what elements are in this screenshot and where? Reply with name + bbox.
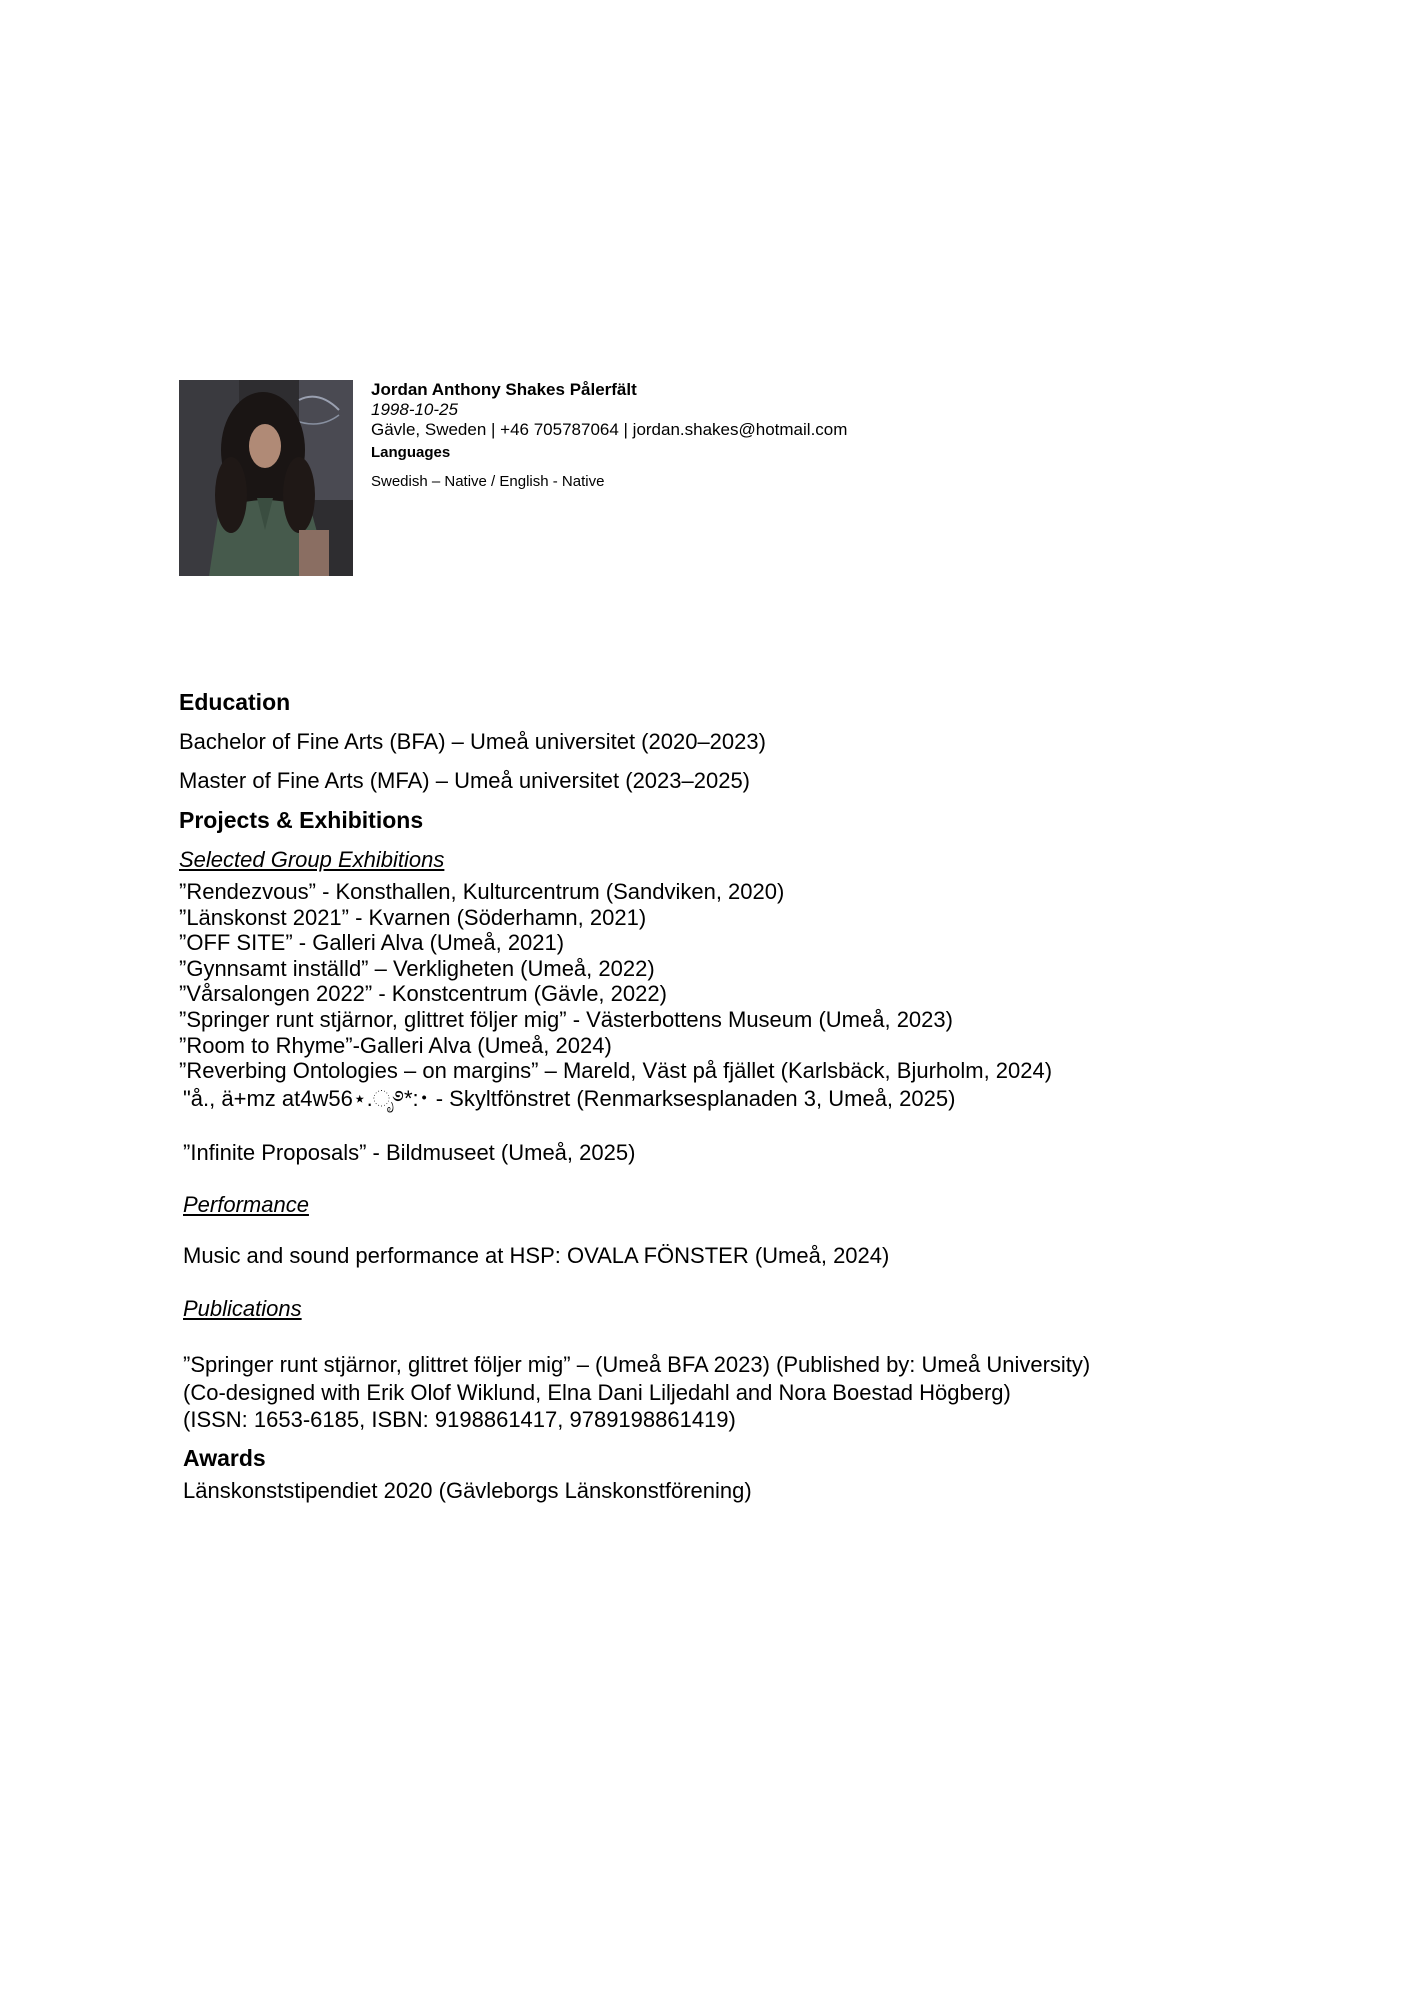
list-item: ”Room to Rhyme”-Galleri Alva (Umeå, 2024) bbox=[179, 1032, 612, 1058]
portrait-photo bbox=[179, 380, 353, 576]
date-of-birth: 1998-10-25 bbox=[371, 400, 458, 419]
publication-line: ”Springer runt stjärnor, glittret följer mig” – (Umeå BFA 2023) (Published by: Umeå University) bbox=[183, 1352, 1091, 1377]
contact-header bbox=[371, 379, 1071, 492]
awards-heading: Awards bbox=[183, 1445, 266, 1471]
performance-heading: Performance bbox=[183, 1192, 309, 1217]
list-item: "å., ä+mz at4w56⋆.ೃ࿔*:･ - Skyltfönstret (Renmarksesplanaden 3, Umeå, 2025) bbox=[183, 1085, 956, 1111]
publication-line: (Co-designed with Erik Olof Wiklund, Elna Dani Liljedahl and Nora Boestad Högberg) bbox=[183, 1380, 1011, 1405]
full-name: Jordan Anthony Shakes Pålerfält bbox=[371, 380, 637, 399]
infinite-proposals-item: ”Infinite Proposals” - Bildmuseet (Umeå, 2025) bbox=[183, 1140, 636, 1165]
group-exhibitions-heading: Selected Group Exhibitions bbox=[179, 847, 445, 872]
contact-info: Gävle, Sweden | +46 705787064 | jordan.shakes@hotmail.com bbox=[371, 420, 848, 439]
list-item: ”Reverbing Ontologies – on margins” – Mareld, Väst på fjället (Karlsbäck, Bjurholm, 2024) bbox=[179, 1058, 1053, 1084]
projects-heading: Projects & Exhibitions bbox=[179, 807, 424, 833]
education-item: Master of Fine Arts (MFA) – Umeå universitet (2023–2025) bbox=[179, 768, 751, 793]
publications-heading: Publications bbox=[183, 1296, 302, 1321]
languages-text: Swedish – Native / English - Native bbox=[371, 473, 605, 490]
languages-heading: Languages bbox=[371, 444, 451, 461]
list-item: ”Springer runt stjärnor, glittret följer mig” - Västerbottens Museum (Umeå, 2023) bbox=[179, 1006, 953, 1032]
award-item: Länskonststipendiet 2020 (Gävleborgs Länskonstförening) bbox=[183, 1478, 752, 1503]
performance-item: Music and sound performance at HSP: OVALA FÖNSTER (Umeå, 2024) bbox=[183, 1243, 890, 1268]
publication-line: (ISSN: 1653-6185, ISBN: 9198861417, 9789198861419) bbox=[183, 1407, 736, 1432]
list-item: ”Länskonst 2021” - Kvarnen (Söderhamn, 2021) bbox=[179, 904, 647, 930]
list-item: ”Vårsalongen 2022” - Konstcentrum (Gävle, 2022) bbox=[179, 981, 667, 1007]
list-item: ”Gynnsamt inställd” – Verkligheten (Umeå, 2022) bbox=[179, 955, 655, 981]
list-item: ”OFF SITE” - Galleri Alva (Umeå, 2021) bbox=[179, 930, 565, 956]
group-exhibitions-list bbox=[179, 879, 1052, 1111]
publications-block bbox=[183, 1350, 1090, 1433]
education-heading: Education bbox=[179, 689, 291, 715]
education-item: Bachelor of Fine Arts (BFA) – Umeå universitet (2020–2023) bbox=[179, 729, 766, 754]
list-item: ”Rendezvous” - Konsthallen, Kulturcentrum (Sandviken, 2020) bbox=[179, 879, 785, 904]
